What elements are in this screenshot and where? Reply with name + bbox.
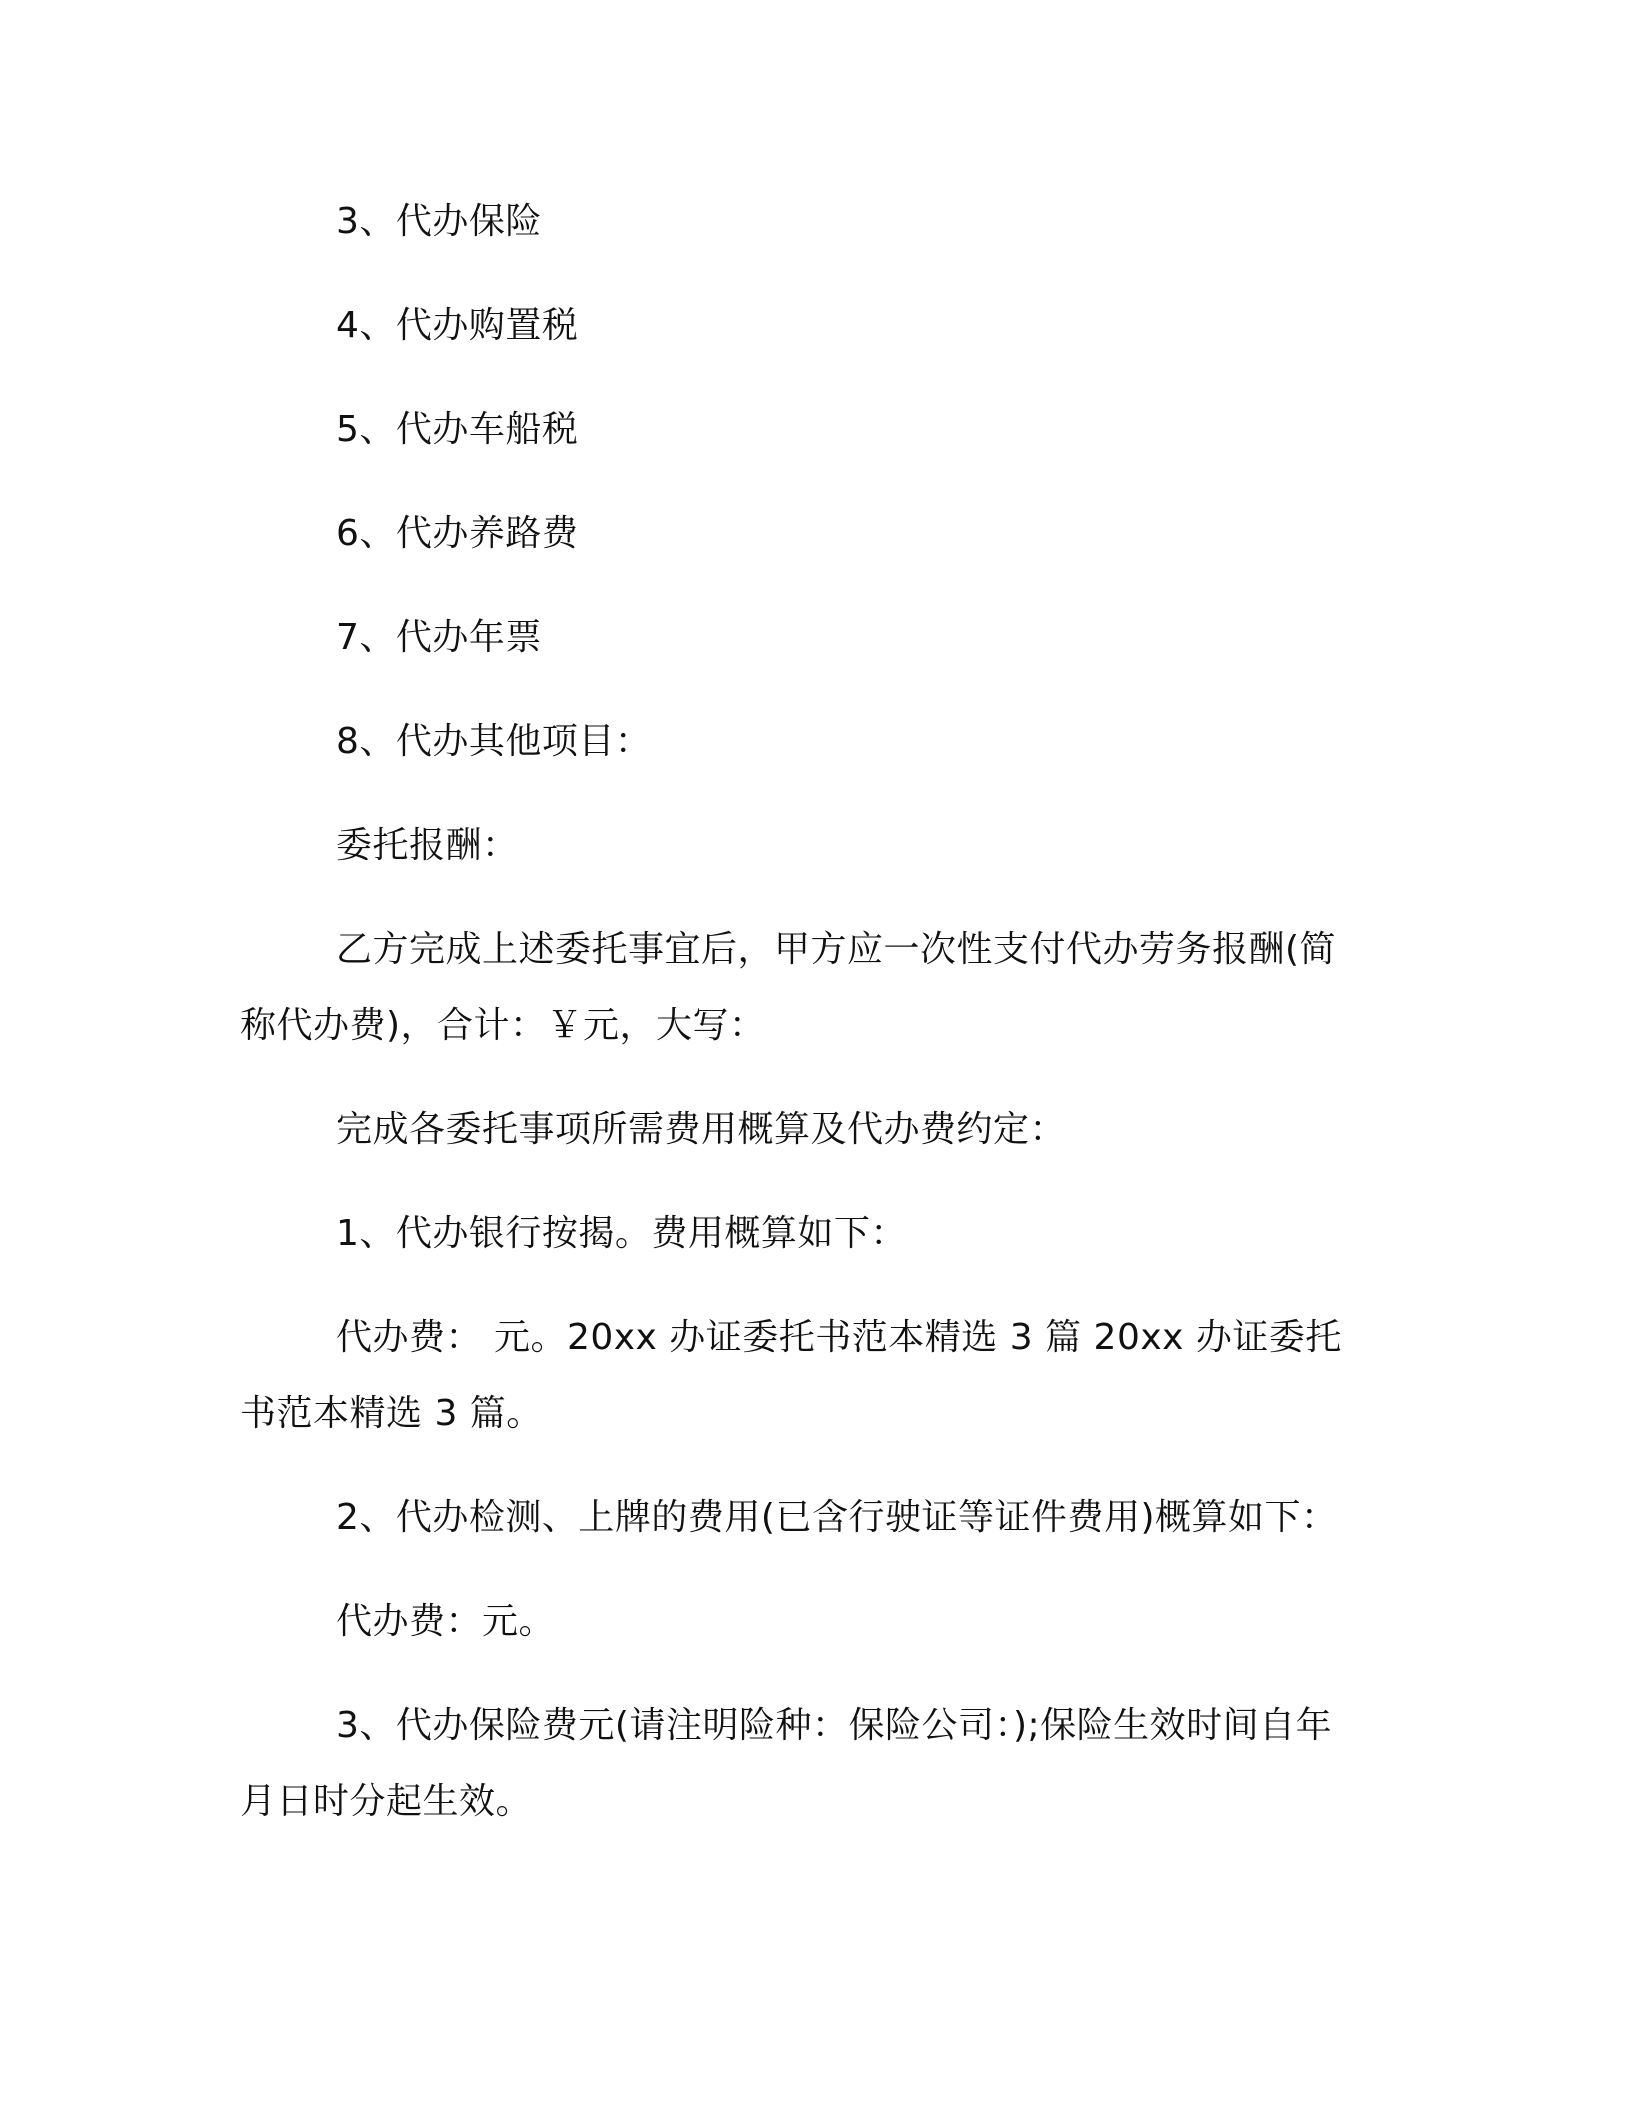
paragraph-item-5-vehicle-tax: 5、代办车船税 xyxy=(336,409,579,450)
paragraph-item-3-insurance: 3、代办保险 xyxy=(336,201,542,242)
paragraph-item-4-purchase-tax: 4、代办购置税 xyxy=(336,305,579,346)
document-body xyxy=(240,184,1360,1868)
paragraph-commission-heading: 委托报酬： xyxy=(336,825,519,866)
paragraph-cost-3-insurance: 3、代办保险费元(请注明险种：保险公司：);保险生效时间自年月日时分起生效。 xyxy=(240,1705,1333,1822)
paragraph-item-8-other: 8、代办其他项目： xyxy=(336,721,652,762)
paragraph-cost-2-fee: 代办费：元。 xyxy=(336,1601,556,1642)
paragraph-commission-payment: 乙方完成上述委托事宜后，甲方应一次性支付代办劳务报酬(简称代办费)，合计：￥元，大写： xyxy=(240,929,1337,1046)
paragraph-cost-estimate-heading: 完成各委托事项所需费用概算及代办费约定： xyxy=(336,1109,1067,1150)
paragraph-item-6-road-fee: 6、代办养路费 xyxy=(336,513,579,554)
paragraph-item-7-annual-ticket: 7、代办年票 xyxy=(336,617,542,658)
paragraph-cost-2-inspection: 2、代办检测、上牌的费用(已含行驶证等证件费用)概算如下： xyxy=(336,1497,1338,1538)
paragraph-cost-1-mortgage: 1、代办银行按揭。费用概算如下： xyxy=(336,1213,907,1254)
paragraph-cost-1-fee: 代办费： 元。20xx 办证委托书范本精选 3 篇 20xx 办证委托书范本精选 3 篇。 xyxy=(240,1317,1342,1434)
